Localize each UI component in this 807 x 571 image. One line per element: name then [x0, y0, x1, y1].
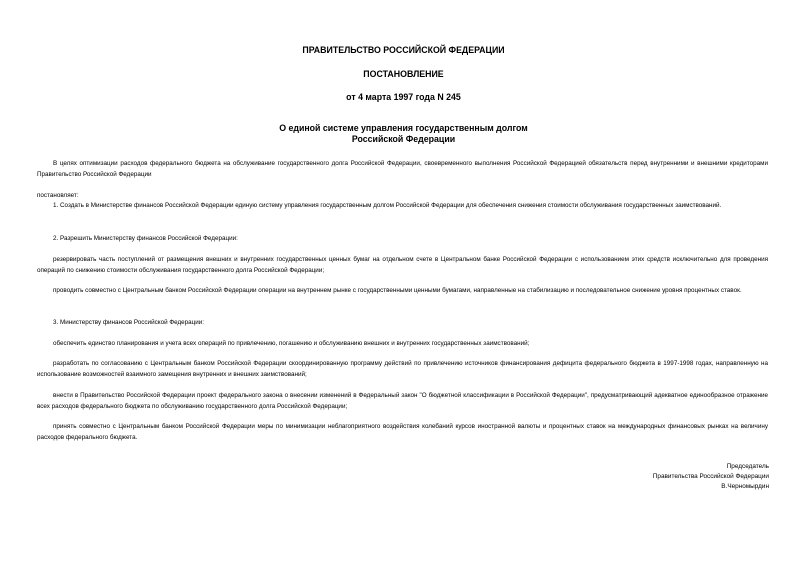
paragraph-item-2-reserve: резервировать часть поступлений от размещения внешних и внутренних государственных ценных бумаг на отдельном счете в Центральном банке Российской Федерации с использованием этих средств исключительно для проведения операций по снижению стоимости обслуживания государственного долга Российской Федерации;	[37, 256, 768, 274]
paragraph-item-3-program: разработать по согласованию с Центральным банком Российской Федерации скоординированную программу действий по привлечению источников финансирования дефицита федерального бюджета в 1997-1998 годах, направленную на использование возможностей взаимного замещения внутренних и внешних заимствований;	[37, 360, 768, 378]
document-title	[0, 123, 807, 145]
signature-position: Председатель	[726, 463, 769, 470]
signature-block	[469, 462, 769, 492]
paragraph-item-3: 3. Министерству финансов Российской Федерации:	[53, 319, 205, 326]
signature-organization: Правительства Российской Федерации	[652, 473, 769, 480]
paragraph-item-2: 2. Разрешить Министерству финансов Российской Федерации:	[53, 235, 238, 242]
paragraph-resolves: постановляет:	[37, 192, 79, 199]
document-title-line-2: Российской Федерации	[351, 134, 456, 144]
paragraph-preamble: В целях оптимизации расходов федерального бюджета на обслуживание государственного долга Российской Федерации, своевременного выполнения Российской Федерацией обязательств перед внутренними и внешними кредиторами Правительство Российской Федерации	[37, 160, 768, 178]
paragraph-item-3-planning: обеспечить единство планирования и учета всех операций по привлечению, погашению и обслуживанию внешних и внутренних государственных заимствований;	[53, 340, 530, 347]
date-number-heading: от 4 марта 1997 года N 245	[346, 92, 461, 102]
document-title-line-1: О единой системе управления государственным долгом	[279, 123, 528, 133]
paragraph-item-3-measures: принять совместно с Центральным банком Российской Федерации меры по минимизации неблагоприятного воздействия колебаний курсов иностранной валюты и процентных ставок на международных финансовых рынках на величину расходов федерального бюджета.	[37, 423, 768, 441]
document-type-heading: ПОСТАНОВЛЕНИЕ	[363, 69, 444, 79]
paragraph-item-2-operations: проводить совместно с Центральным банком Российской Федерации операции на внутреннем рынке с государственными ценными бумагами, направленные на стабилизацию и последовательное снижение уровня процентных ставок.	[53, 287, 742, 294]
signature-name: В.Черномырдин	[721, 483, 769, 490]
paragraph-item-3-law: внести в Правительство Российской Федерации проект федерального закона о внесении изменений в Федеральный закон "О бюджетной классификации в Российской Федерации", предусматривающий адекватное единообразное отражение всех расходов федерального бюджета по обслуживанию государственного долга Российской Федерации;	[37, 392, 768, 410]
paragraph-item-1: 1. Создать в Министерстве финансов Российской Федерации единую систему управления государственным долгом Российской Федерации для обеспечения снижения стоимости обслуживания государственных заимствований.	[53, 202, 722, 209]
government-heading: ПРАВИТЕЛЬСТВО РОССИЙСКОЙ ФЕДЕРАЦИИ	[302, 45, 505, 55]
